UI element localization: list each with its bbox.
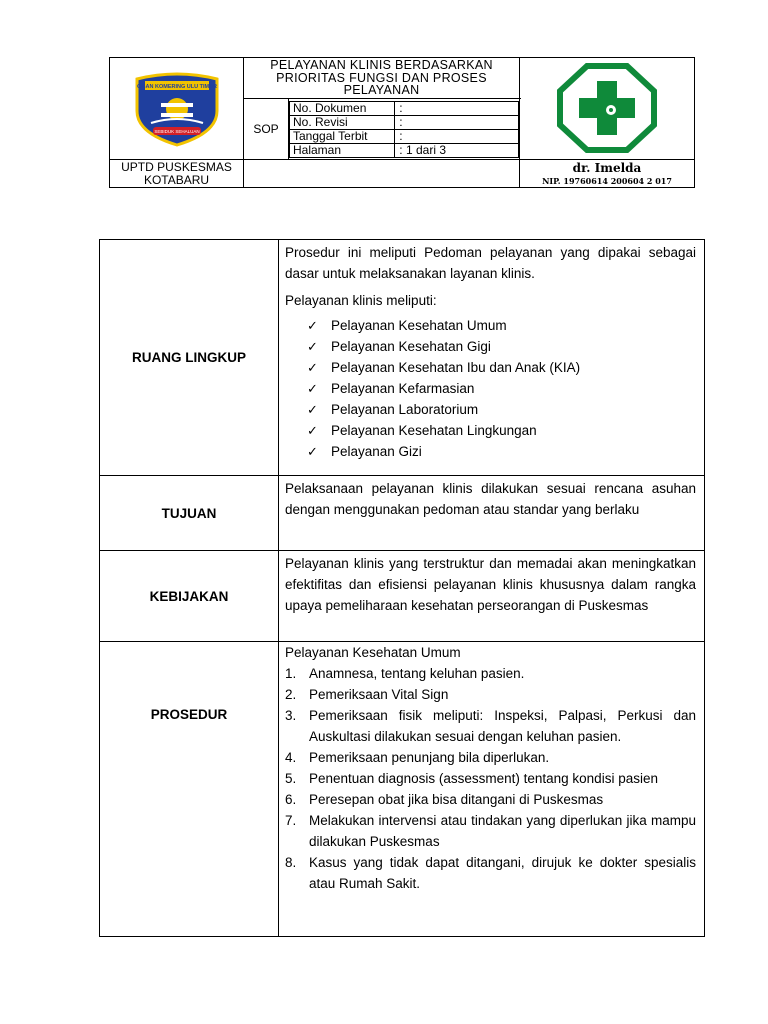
step-text: Penentuan diagnosis (assessment) tentang kondisi pasien — [309, 771, 658, 786]
list-item — [307, 357, 696, 378]
list-item — [307, 399, 696, 420]
list-item-text: Pelayanan Kesehatan Umum — [331, 318, 507, 333]
list-item — [307, 378, 696, 399]
emblem-bottom-text: SEBIDUK SEHALUAN — [153, 128, 200, 134]
step-number: 4. — [285, 750, 297, 765]
checkmark-icon: ✓ — [307, 360, 318, 375]
sop-header-table — [109, 57, 695, 188]
list-item-text: Pelayanan Laboratorium — [331, 402, 479, 417]
meta-label-revisi: No. Revisi — [290, 115, 395, 129]
regency-emblem-logo — [131, 69, 223, 147]
emblem-top-text: OGAN KOMERING ULU TIMUR — [136, 83, 217, 90]
label-kebijakan: KEBIJAKAN — [100, 551, 279, 642]
row-kebijakan — [100, 551, 705, 642]
content-ruang-lingkup — [279, 240, 705, 476]
meta-value-terbit: : — [395, 129, 519, 143]
procedure-step — [285, 810, 696, 852]
row-ruang-lingkup — [100, 240, 705, 476]
step-text: Pemeriksaan Vital Sign — [309, 687, 449, 702]
content-kebijakan — [279, 551, 705, 642]
step-number: 8. — [285, 855, 297, 870]
list-item-text: Pelayanan Kesehatan Gigi — [331, 339, 491, 354]
content-prosedur — [279, 642, 705, 937]
meta-label-terbit: Tanggal Terbit — [290, 129, 395, 143]
step-number: 5. — [285, 771, 297, 786]
checkmark-icon: ✓ — [307, 423, 318, 438]
meta-value-revisi: : — [395, 115, 519, 129]
list-item-text: Pelayanan Kefarmasian — [331, 381, 475, 396]
sop-label: SOP — [244, 99, 289, 160]
tujuan-text: Pelaksanaan pelayanan klinis dilakukan sesuai rencana asuhan dengan menggunakan pedoman atau standar yang berlaku — [285, 481, 696, 517]
list-item-text: Pelayanan Kesehatan Lingkungan — [331, 423, 537, 438]
meta-label-halaman: Halaman — [290, 143, 395, 157]
list-item — [307, 441, 696, 462]
label-prosedur: PROSEDUR — [100, 642, 279, 937]
empty-cell — [244, 160, 520, 188]
step-number: 6. — [285, 792, 297, 807]
right-logo-cell — [520, 58, 695, 160]
signer-name: dr. Imelda — [572, 161, 642, 175]
meta-value-halaman: : 1 dari 3 — [395, 143, 519, 157]
procedure-step — [285, 663, 696, 684]
left-logo-cell — [110, 58, 244, 160]
ruang-lingkup-intro: Prosedur ini meliputi Pedoman pelayanan yang dipakai sebagai dasar untuk melaksanakan layanan klinis. — [285, 245, 696, 281]
document-title: PELAYANAN KLINIS BERDASARKAN PRIORITAS FUNGSI DAN PROSES PELAYANAN — [244, 58, 520, 99]
sop-content-table — [99, 239, 705, 937]
step-number: 1. — [285, 666, 297, 681]
procedure-step — [285, 789, 696, 810]
ruang-lingkup-subintro: Pelayanan klinis meliputi: — [285, 293, 437, 308]
list-item — [307, 315, 696, 336]
step-number: 2. — [285, 687, 297, 702]
procedure-step — [285, 684, 696, 705]
procedure-step — [285, 747, 696, 768]
step-number: 7. — [285, 813, 297, 828]
list-item — [307, 420, 696, 441]
checkmark-icon: ✓ — [307, 339, 318, 354]
procedure-step — [285, 852, 696, 894]
step-text: Anamnesa, tentang keluhan pasien. — [309, 666, 525, 681]
label-ruang-lingkup: RUANG LINGKUP — [100, 240, 279, 476]
checkmark-icon: ✓ — [307, 318, 318, 333]
checkmark-icon: ✓ — [307, 444, 318, 459]
row-prosedur — [100, 642, 705, 937]
step-text: Kasus yang tidak dapat ditangani, dirujuk ke dokter spesialis atau Rumah Sakit. — [309, 855, 696, 891]
prosedur-heading: Pelayanan Kesehatan Umum — [285, 645, 461, 660]
kebijakan-text: Pelayanan klinis yang terstruktur dan memadai akan meningkatkan efektifitas dan efisiensi pelayanan klinis khususnya dalam rangka upaya pemeliharaan kesehatan perseorangan di Puskesmas — [285, 556, 696, 613]
content-tujuan — [279, 476, 705, 551]
procedure-steps — [285, 663, 696, 894]
meta-container — [289, 99, 520, 160]
signer-nip: NIP. 19760614 200604 2 017 — [542, 176, 672, 186]
procedure-step — [285, 705, 696, 747]
step-text: Pemeriksaan penunjang bila diperlukan. — [309, 750, 550, 765]
row-tujuan — [100, 476, 705, 551]
step-text: Peresepan obat jika bisa ditangani di Puskesmas — [309, 792, 604, 807]
list-item-text: Pelayanan Gizi — [331, 444, 422, 459]
signature-cell — [520, 160, 695, 188]
checkmark-icon: ✓ — [307, 402, 318, 417]
step-text: Melakukan intervensi atau tindakan yang diperlukan jika mampu dilakukan Puskesmas — [309, 813, 696, 849]
meta-value-dokumen: : — [395, 101, 519, 115]
puskesmas-cross-logo — [557, 63, 657, 153]
unit-name: UPTD PUSKESMAS KOTABARU — [110, 160, 244, 188]
document-meta-table — [289, 101, 519, 158]
meta-label-dokumen: No. Dokumen — [290, 101, 395, 115]
checkmark-icon: ✓ — [307, 381, 318, 396]
step-number: 3. — [285, 708, 297, 723]
list-item — [307, 336, 696, 357]
step-text: Pemeriksaan fisik meliputi: Inspeksi, Palpasi, Perkusi dan Auskultasi dilakukan sesuai dengan keluhan pasien. — [309, 708, 696, 744]
list-item-text: Pelayanan Kesehatan Ibu dan Anak (KIA) — [331, 360, 581, 375]
label-tujuan: TUJUAN — [100, 476, 279, 551]
procedure-step — [285, 768, 696, 789]
service-checklist — [285, 315, 696, 462]
